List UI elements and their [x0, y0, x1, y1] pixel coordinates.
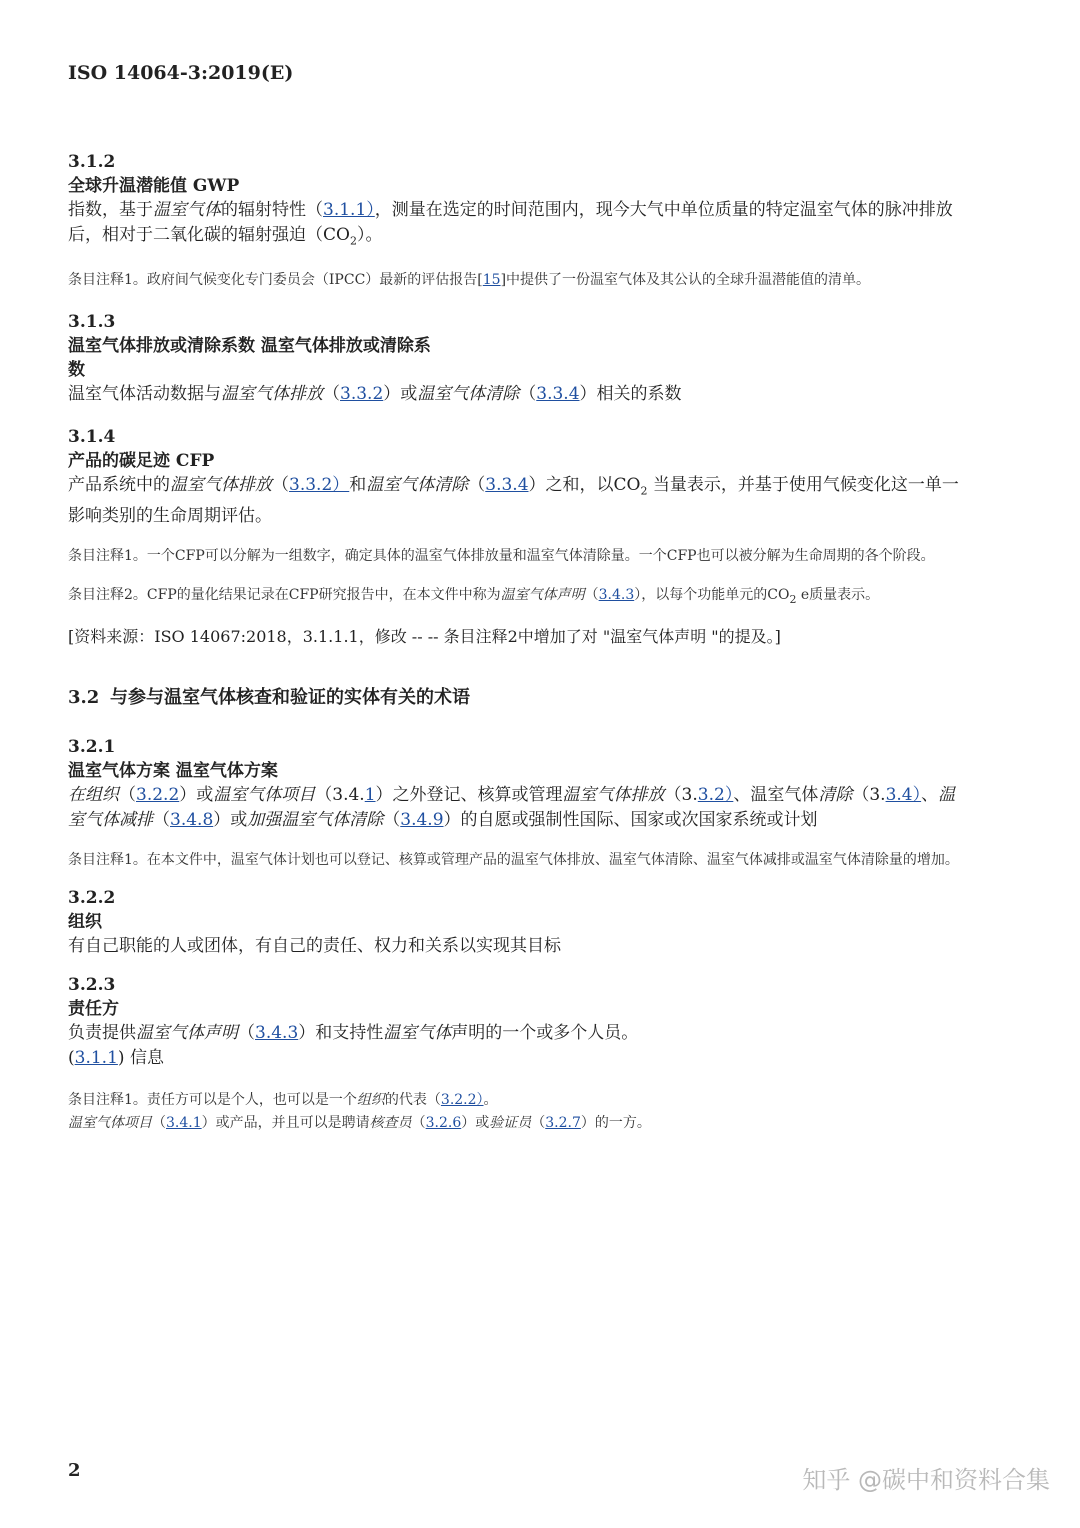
term-note-1: 条目注释1。一个CFP可以分解为一组数字，确定具体的温室气体排放量和温室气体清除量。一个CFP也可以被分解为生命周期的各个阶段。 [68, 547, 935, 564]
text: （3.4. [315, 784, 365, 805]
text: ）和支持性 [298, 1022, 384, 1043]
italic-term: 温室气体排放 [221, 384, 323, 405]
term-definition [68, 473, 968, 528]
term-number: 3.1.4 [68, 427, 116, 448]
text: ）或产品，并且可以是聘请 [201, 1114, 370, 1131]
text: ）之外登记、核算或管理 [375, 784, 563, 805]
term-note: 条目注释1。在本文件中，温室气体计划也可以登记、核算或管理产品的温室气体排放、温室气体清除、温室气体减排或温室气体清除量的增加。 [68, 851, 959, 868]
bibliography-link[interactable]: 15 [482, 272, 501, 289]
cross-ref-link[interactable]: 3.2.7 [545, 1114, 581, 1131]
term-name-continued: 数 [68, 360, 85, 381]
text: （ [531, 1114, 546, 1131]
cross-ref-link[interactable]: 3.4） [885, 784, 922, 805]
text: 条目注释1。政府间气候变化专门委员会（IPCC）最新的评估报告[ [68, 272, 483, 289]
italic-term: 温室气体排放 [562, 784, 665, 805]
text: ）相关的系数 [579, 384, 682, 405]
cross-ref-link[interactable]: 3.1.1） [323, 200, 375, 220]
text: ]中提供了一份温室气体及其公认的全球升温潜能值的清单。 [500, 272, 871, 289]
term-number: 3.1.3 [68, 312, 116, 333]
italic-term: 验证员 [489, 1114, 532, 1131]
term-3-1-3 [68, 310, 968, 407]
cross-ref-link[interactable]: 3.4.8 [170, 809, 214, 830]
section-number: 3.2 [68, 686, 100, 708]
italic-term: 温室气体清除 [417, 384, 520, 405]
cross-ref-link[interactable]: 3.4.9 [400, 809, 444, 830]
italic-term: 温室气体项目 [68, 1114, 152, 1131]
text: ）或 [383, 384, 418, 405]
text: 、 [921, 784, 939, 805]
text: ，测量在选定的时间范围内，现今大气中单位质量的特定温室气体的脉冲排放后，相对于二氧化碳的辐射强迫（CO [68, 200, 953, 245]
italic-term: 温室气体声明 [500, 586, 585, 603]
watermark: 知乎 @碳中和资料合集 [802, 1466, 1050, 1494]
italic-term: 温室气体项目 [213, 784, 316, 805]
text: （3. [664, 784, 698, 805]
cross-ref-link[interactable]: 3.2.2） [440, 1091, 484, 1108]
text: ）。 [356, 225, 383, 245]
cross-ref-link[interactable]: 3.4.1 [166, 1114, 202, 1131]
text: （ [411, 1114, 426, 1131]
text: （3. [852, 784, 886, 805]
cross-ref-link[interactable]: 3.3.4 [536, 384, 580, 405]
text: 温室气体活动数据与 [68, 384, 221, 405]
term-definition: 有自己职能的人或团体，有自己的责任、权力和关系以实现其目标 [68, 935, 561, 956]
term-note-2 [68, 584, 968, 611]
italic-term: 温室气体 [383, 1022, 452, 1043]
cross-ref-link[interactable]: 3.2.6 [425, 1114, 462, 1131]
italic-term: 温室气体排放 [170, 475, 272, 496]
text: （ [272, 475, 289, 496]
cross-ref-link[interactable]: 3.3.2 [340, 384, 384, 405]
term-3-2-2 [68, 886, 968, 959]
text: ）或 [213, 809, 248, 830]
term-number: 3.2.1 [68, 736, 116, 757]
text: （ [152, 1114, 166, 1131]
subscript: 2 [349, 234, 357, 248]
text: 产品系统中的 [68, 475, 170, 496]
italic-term: 加强温室气体清除 [247, 809, 384, 830]
term-definition [68, 382, 968, 407]
text: 负责提供 [68, 1022, 136, 1043]
text: ）之和，以CO [528, 475, 641, 496]
text: 的辐射特性（ [221, 200, 323, 220]
term-name: 温室气体方案 温室气体方案 [68, 760, 278, 781]
cross-ref-link[interactable]: 3.2） [697, 784, 734, 805]
term-number: 3.2.3 [68, 974, 116, 995]
subscript: 2 [640, 484, 648, 498]
document-body [68, 150, 968, 1135]
text: （ [238, 1022, 255, 1043]
italic-term: 温室气体 [153, 200, 221, 220]
italic-term: 核查员 [369, 1114, 412, 1131]
text: 、温室气体 [733, 784, 819, 805]
text: 指数，基于 [68, 200, 153, 220]
text: （ [119, 784, 136, 805]
term-name: 产品的碳足迹 CFP [68, 451, 215, 472]
term-3-1-2 [68, 150, 968, 292]
italic-term: 温室气体减排 [68, 784, 956, 830]
text: ) 信息 [117, 1047, 164, 1068]
italic-term: 清除 [818, 784, 853, 805]
text: ）或 [179, 784, 214, 805]
text: （ [153, 809, 170, 830]
source-note: [资料来源：ISO 14067:2018，3.1.1.1，修改 -- -- 条目注释2中增加了对 "温室气体声明 "的提及。] [68, 626, 781, 646]
text: 条目注释2。CFP的量化结果记录在CFP研究报告中，在本文件中称为 [68, 586, 501, 603]
subscript: 2 [789, 592, 797, 606]
text: ）或 [461, 1114, 490, 1131]
term-name: 全球升温潜能值 GWP [68, 176, 240, 196]
term-note [68, 1089, 968, 1135]
section-title: 与参与温室气体核查和验证的实体有关的术语 [110, 686, 470, 708]
text: 和 [349, 475, 367, 496]
term-name: 组织 [68, 911, 102, 932]
term-3-2-1 [68, 735, 968, 872]
document-header: ISO 14064-3:2019(E) [68, 62, 294, 84]
italic-term: 温室气体声明 [136, 1022, 238, 1043]
cross-ref-link[interactable]: 3.4.3 [255, 1022, 299, 1043]
italic-term: 组织 [85, 784, 119, 805]
text: （ [383, 809, 401, 830]
text: 的代表（ [384, 1091, 441, 1108]
term-note [68, 269, 968, 292]
text: 声明的一个或多个人员。 [451, 1022, 639, 1043]
italic-term: 温室气体清除 [366, 475, 469, 496]
term-name: 责任方 [68, 998, 119, 1019]
cross-ref-link[interactable]: 1 [364, 784, 376, 805]
term-definition [68, 1021, 968, 1046]
term-name: 温室气体排放或清除系数 温室气体排放或清除系 [68, 336, 431, 357]
term-number: 3.2.2 [68, 887, 116, 908]
term-3-2-3 [68, 973, 968, 1135]
text: 。 [483, 1091, 498, 1108]
text: ）的自愿或强制性国际、国家或次国家系统或计划 [443, 809, 818, 830]
text: ( [68, 1047, 75, 1068]
text: （ [468, 475, 486, 496]
text: e质量表示。 [796, 586, 880, 603]
section-heading [68, 683, 968, 709]
italic-text: 在 [68, 784, 85, 805]
cross-ref-link[interactable]: 3.2.2 [136, 784, 180, 805]
text: （ [519, 384, 537, 405]
text: （ [323, 384, 340, 405]
cross-ref-link[interactable]: 3.3.2） [289, 475, 350, 496]
term-3-1-4 [68, 425, 968, 648]
text: ）的一方。 [580, 1114, 651, 1131]
text: （ [584, 586, 599, 603]
text: ），以每个功能单元的CO [634, 586, 790, 603]
term-definition [68, 198, 968, 253]
cross-ref-link[interactable]: 3.1.1 [74, 1047, 118, 1068]
italic-term: 组织 [356, 1091, 385, 1108]
page-number: 2 [68, 1460, 81, 1481]
text: 条目注释1。责任方可以是个人，也可以是一个 [68, 1091, 357, 1108]
term-definition [68, 783, 968, 833]
term-definition-continued [68, 1046, 968, 1071]
term-number: 3.1.2 [68, 152, 116, 172]
cross-ref-link[interactable]: 3.3.4 [485, 475, 529, 496]
cross-ref-link[interactable]: 3.4.3 [598, 586, 635, 603]
text: 当量表示，并基于使用气候变化这一单一影响类别的生命周期评估。 [68, 475, 959, 526]
